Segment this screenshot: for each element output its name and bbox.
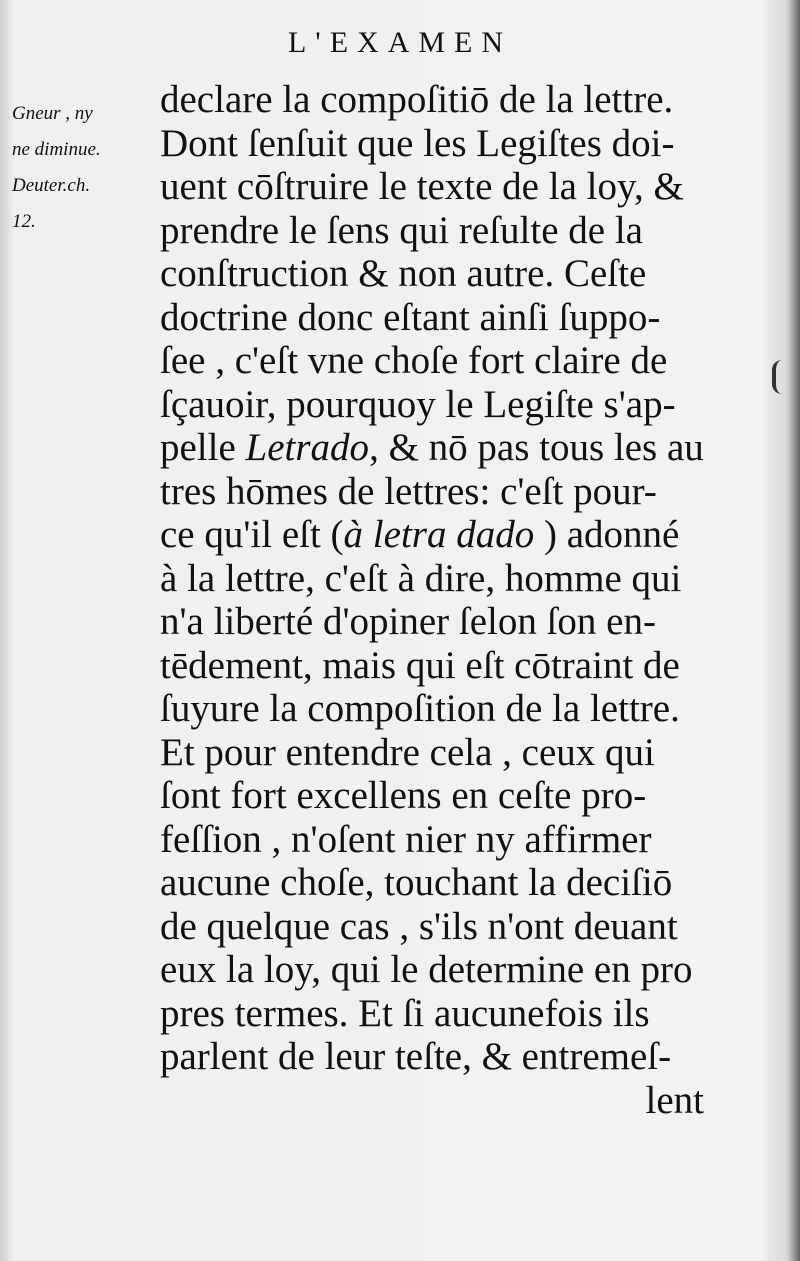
margin-notes xyxy=(12,96,162,240)
margin-note: Gneur , ny xyxy=(12,103,93,124)
margin-note: ne diminue. xyxy=(12,139,101,160)
text-line: ſçauoir, pourquoy le Legiſte s'ap- xyxy=(160,382,676,426)
ink-mark xyxy=(772,360,786,394)
text-line: tres hōmes de lettres: c'eſt pour- xyxy=(160,469,657,513)
text-line: conſtruction & non autre. Ceſte xyxy=(160,252,647,295)
text-line: ſee , c'eſt vne choſe fort claire de xyxy=(160,339,668,382)
text-line xyxy=(160,513,720,557)
text-line: ſont fort excellens en ceſte pro- xyxy=(160,774,647,817)
running-head: L'EXAMEN xyxy=(287,26,513,59)
text-segment: ce qu'il eſt ( xyxy=(160,513,344,556)
text-line: eux la loy, qui le determine en pro xyxy=(160,948,693,991)
page-edge-shadow xyxy=(786,0,800,1261)
text-line: aucune choſe, touchant la deciſiō xyxy=(160,861,673,904)
catchword: lent xyxy=(645,1078,704,1122)
text-line: uent cōſtruire le texte de la loy, & xyxy=(160,165,684,208)
body-text xyxy=(160,78,720,1122)
text-line: feſſion , n'oſent nier ny affirmer xyxy=(160,817,652,861)
text-line: tēdement, mais qui eſt cōtraint de xyxy=(160,643,680,687)
text-line: pres termes. Et ſi aucunefois ils xyxy=(160,991,650,1035)
text-line: declare la compoſitiō de la lettre. xyxy=(160,78,674,121)
text-segment: , & nō pas tous les au xyxy=(369,426,704,469)
text-line: prendre le ſens qui reſulte de la xyxy=(160,208,643,252)
text-line: ſuyure la compoſition de la lettre. xyxy=(160,687,680,730)
text-line: Dont ſenſuit que les Legiſtes doi- xyxy=(160,121,675,165)
text-line: doctrine donc eſtant ainſi ſuppo- xyxy=(160,295,661,339)
text-line: Et pour entendre cela , ceux qui xyxy=(160,730,655,774)
text-line: à la lettre, c'eſt à dire, homme qui xyxy=(160,556,682,600)
margin-note: Deuter.ch. xyxy=(12,175,91,196)
margin-note: 12. xyxy=(12,211,36,232)
italic-phrase: à letra dado xyxy=(343,513,535,556)
text-segment: ) adonné xyxy=(543,513,680,556)
text-line: de quelque cas , s'ils n'ont deuant xyxy=(160,904,678,948)
italic-word: Letrado xyxy=(245,426,370,469)
text-line xyxy=(160,426,720,470)
text-line: n'a liberté d'opiner ſelon ſon en- xyxy=(160,600,656,643)
text-line: parlent de leur teſte, & entremeſ- xyxy=(160,1035,672,1078)
text-segment: pelle xyxy=(160,426,236,469)
